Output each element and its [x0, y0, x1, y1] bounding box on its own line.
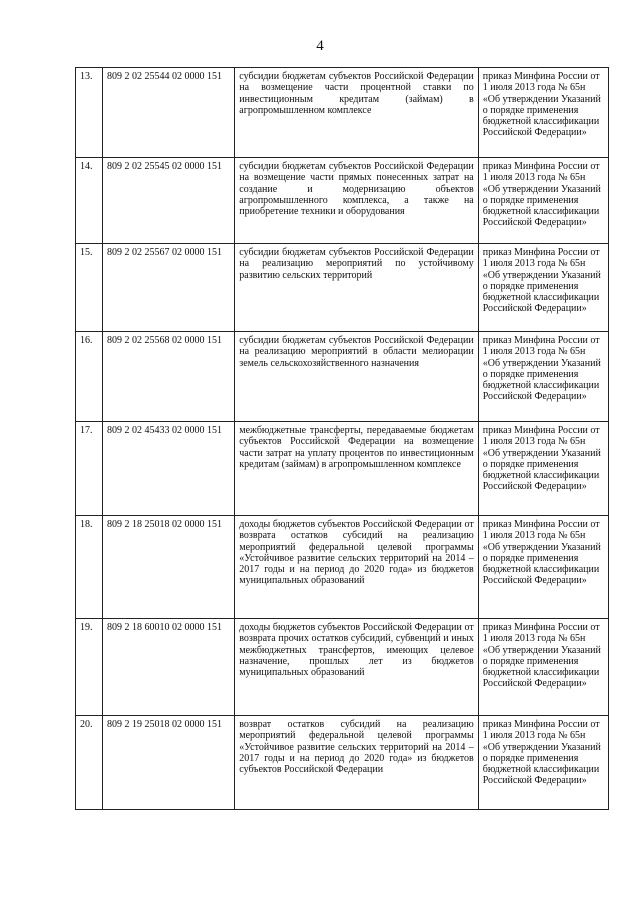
- table-row: [76, 619, 609, 716]
- row-number: 13.: [76, 68, 103, 158]
- revenue-description: субсидии бюджетам субъектов Российской Федерации на реализацию мероприятий по устойчивому развитию сельских территорий: [235, 244, 478, 332]
- budget-code: 809 2 02 25567 02 0000 151: [103, 244, 235, 332]
- revenue-description: возврат остатков субсидий на реализацию мероприятий федеральной целевой программы «Устойчивое развитие сельских территорий на 2014 – 2017 годы и на период до 2020 года» из бюджетов субъектов Российской Федерации: [235, 716, 478, 810]
- row-number: 20.: [76, 716, 103, 810]
- table-row: [76, 158, 609, 244]
- legal-reference: приказ Минфина России от 1 июля 2013 года № 65н «Об утверждении Указаний о порядке применения бюджетной классификации Российской Федерации»: [478, 516, 608, 619]
- table-row: [76, 244, 609, 332]
- table-row: [76, 332, 609, 422]
- legal-reference: приказ Минфина России от 1 июля 2013 года № 65н «Об утверждении Указаний о порядке применения бюджетной классификации Российской Федерации»: [478, 244, 608, 332]
- table-row: [76, 516, 609, 619]
- table-row: [76, 716, 609, 810]
- revenue-description: субсидии бюджетам субъектов Российской Федерации на возмещение части процентной ставки по инвестиционным кредитам (займам) в агропромышленном комплексе: [235, 68, 478, 158]
- row-number: 17.: [76, 422, 103, 516]
- row-number: 16.: [76, 332, 103, 422]
- table-row: [76, 422, 609, 516]
- budget-code: 809 2 19 25018 02 0000 151: [103, 716, 235, 810]
- legal-reference: приказ Минфина России от 1 июля 2013 года № 65н «Об утверждении Указаний о порядке применения бюджетной классификации Российской Федерации»: [478, 332, 608, 422]
- revenue-description: субсидии бюджетам субъектов Российской Федерации на возмещение части прямых понесенных затрат на создание и модернизацию объектов агропромышленного комплекса, а также на приобретение техники и оборудования: [235, 158, 478, 244]
- budget-code: 809 2 02 25544 02 0000 151: [103, 68, 235, 158]
- row-number: 19.: [76, 619, 103, 716]
- revenue-description: субсидии бюджетам субъектов Российской Федерации на реализацию мероприятий в области мелиорации земель сельскохозяйственного назначения: [235, 332, 478, 422]
- row-number: 14.: [76, 158, 103, 244]
- legal-reference: приказ Минфина России от 1 июля 2013 года № 65н «Об утверждении Указаний о порядке применения бюджетной классификации Российской Федерации»: [478, 619, 608, 716]
- legal-reference: приказ Минфина России от 1 июля 2013 года № 65н «Об утверждении Указаний о порядке применения бюджетной классификации Российской Федерации»: [478, 158, 608, 244]
- legal-reference: приказ Минфина России от 1 июля 2013 года № 65н «Об утверждении Указаний о порядке применения бюджетной классификации Российской Федерации»: [478, 716, 608, 810]
- budget-code: 809 2 02 45433 02 0000 151: [103, 422, 235, 516]
- row-number: 18.: [76, 516, 103, 619]
- budget-code: 809 2 18 60010 02 0000 151: [103, 619, 235, 716]
- row-number: 15.: [76, 244, 103, 332]
- budget-code: 809 2 02 25545 02 0000 151: [103, 158, 235, 244]
- budget-classification-table: [75, 67, 609, 810]
- revenue-description: межбюджетные трансферты, передаваемые бюджетам субъектов Российской Федерации на возмещение части затрат на уплату процентов по инвестиционным кредитам (займам) в агропромышленном комплексе: [235, 422, 478, 516]
- page-number: 4: [316, 38, 324, 54]
- budget-code: 809 2 02 25568 02 0000 151: [103, 332, 235, 422]
- legal-reference: приказ Минфина России от 1 июля 2013 года № 65н «Об утверждении Указаний о порядке применения бюджетной классификации Российской Федерации»: [478, 68, 608, 158]
- revenue-description: доходы бюджетов субъектов Российской Федерации от возврата остатков субсидий на реализацию мероприятий федеральной целевой программы «Устойчивое развитие сельских территорий на 2014 – 2017 годы и на период до 2020 года» из бюджетов муниципальных образований: [235, 516, 478, 619]
- budget-code: 809 2 18 25018 02 0000 151: [103, 516, 235, 619]
- revenue-description: доходы бюджетов субъектов Российской Федерации от возврата прочих остатков субсидий, субвенций и иных межбюджетных трансфертов, имеющих целевое назначение, прошлых лет из бюджетов муниципальных образований: [235, 619, 478, 716]
- table-row: [76, 68, 609, 158]
- legal-reference: приказ Минфина России от 1 июля 2013 года № 65н «Об утверждении Указаний о порядке применения бюджетной классификации Российской Федерации»: [478, 422, 608, 516]
